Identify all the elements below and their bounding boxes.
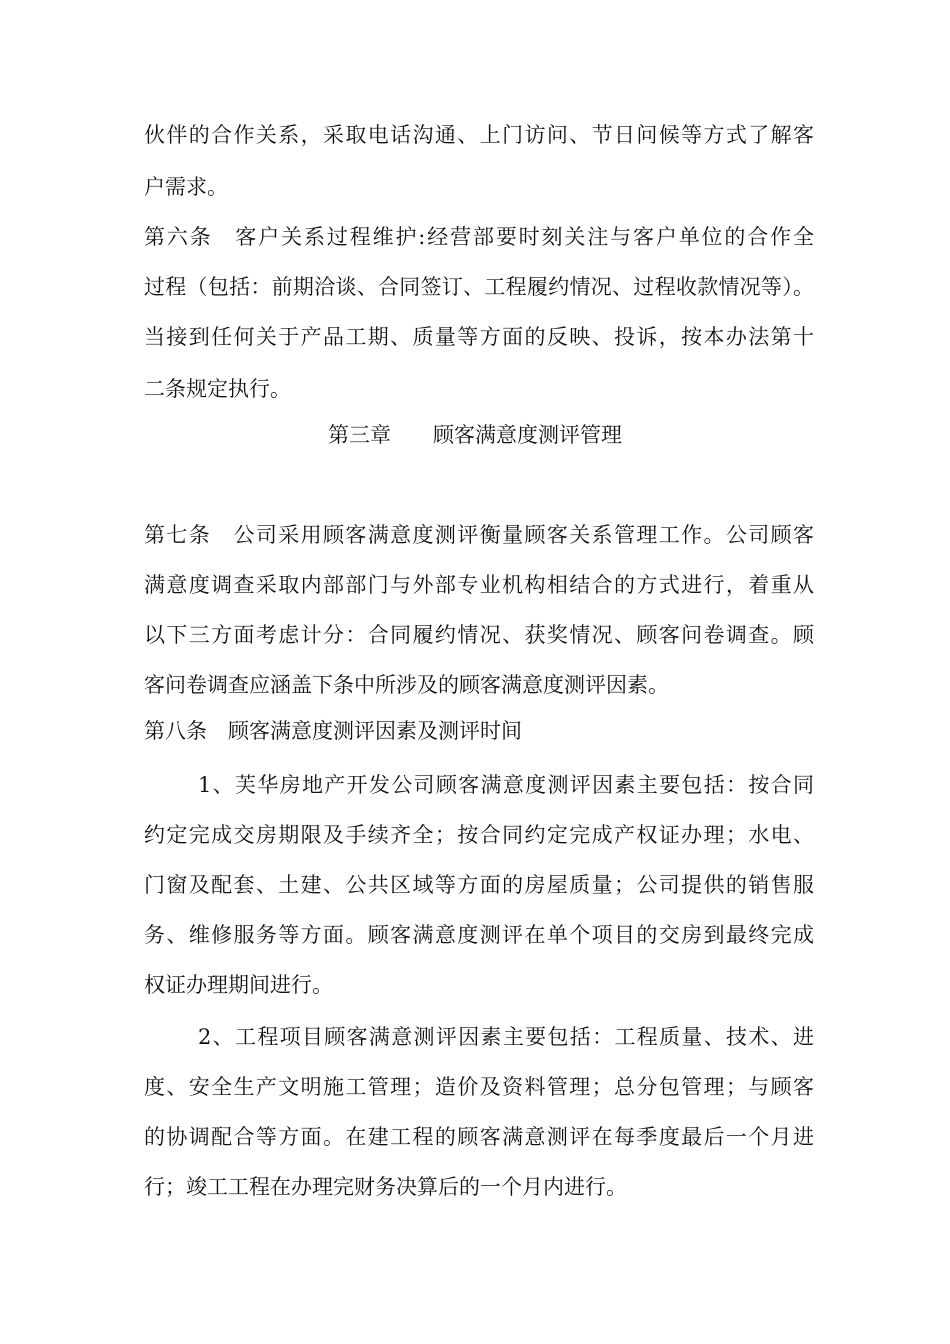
body-line: 度、安全生产文明施工管理；造价及资料管理；总分包管理；与顾客	[144, 1075, 814, 1099]
body-line: 以下三方面考虑计分：合同履约情况、获奖情况、顾客问卷调查。顾	[144, 623, 814, 647]
body-line: 约定完成交房期限及手续齐全；按合同约定完成产权证办理；水电、	[144, 823, 814, 847]
body-line: 权证办理期间进行。	[144, 973, 333, 997]
item-1-line: 1、芙华房地产开发公司顾客满意度测评因素主要包括：按合同	[198, 773, 814, 797]
article-6-line: 第六条 客户关系过程维护:经营部要时刻关注与客户单位的合作全	[144, 225, 814, 249]
article-8-line: 第八条 顾客满意度测评因素及测评时间	[144, 719, 522, 743]
chapter-heading	[0, 420, 950, 450]
body-line: 户需求。	[144, 175, 228, 199]
body-line: 务、维修服务等方面。顾客满意度测评在单个项目的交房到最终完成	[144, 923, 814, 947]
body-line: 二条规定执行。	[144, 377, 291, 401]
article-7-line: 第七条 公司采用顾客满意度测评衡量顾客关系管理工作。公司顾客	[144, 523, 814, 547]
body-line: 门窗及配套、土建、公共区域等方面的房屋质量；公司提供的销售服	[144, 873, 814, 897]
body-line: 伙伴的合作关系，采取电话沟通、上门访问、节日问候等方式了解客	[144, 123, 814, 147]
body-line: 的协调配合等方面。在建工程的顾客满意测评在每季度最后一个月进	[144, 1125, 814, 1149]
body-line: 客问卷调查应涵盖下条中所涉及的顾客满意度测评因素。	[144, 673, 669, 697]
item-2-line: 2、工程项目顾客满意测评因素主要包括：工程质量、技术、进	[198, 1025, 814, 1049]
body-line: 行；竣工工程在办理完财务决算后的一个月内进行。	[144, 1175, 627, 1199]
body-line: 过程（包括：前期洽谈、合同签订、工程履约情况、过程收款情况等）。	[144, 275, 814, 299]
body-line: 满意度调查采取内部部门与外部专业机构相结合的方式进行，着重从	[144, 573, 814, 597]
chapter-title: 顾客满意度测评管理	[433, 423, 622, 447]
body-line: 当接到任何关于产品工期、质量等方面的反映、投诉，按本办法第十	[144, 325, 814, 349]
chapter-number: 第三章	[328, 423, 391, 447]
